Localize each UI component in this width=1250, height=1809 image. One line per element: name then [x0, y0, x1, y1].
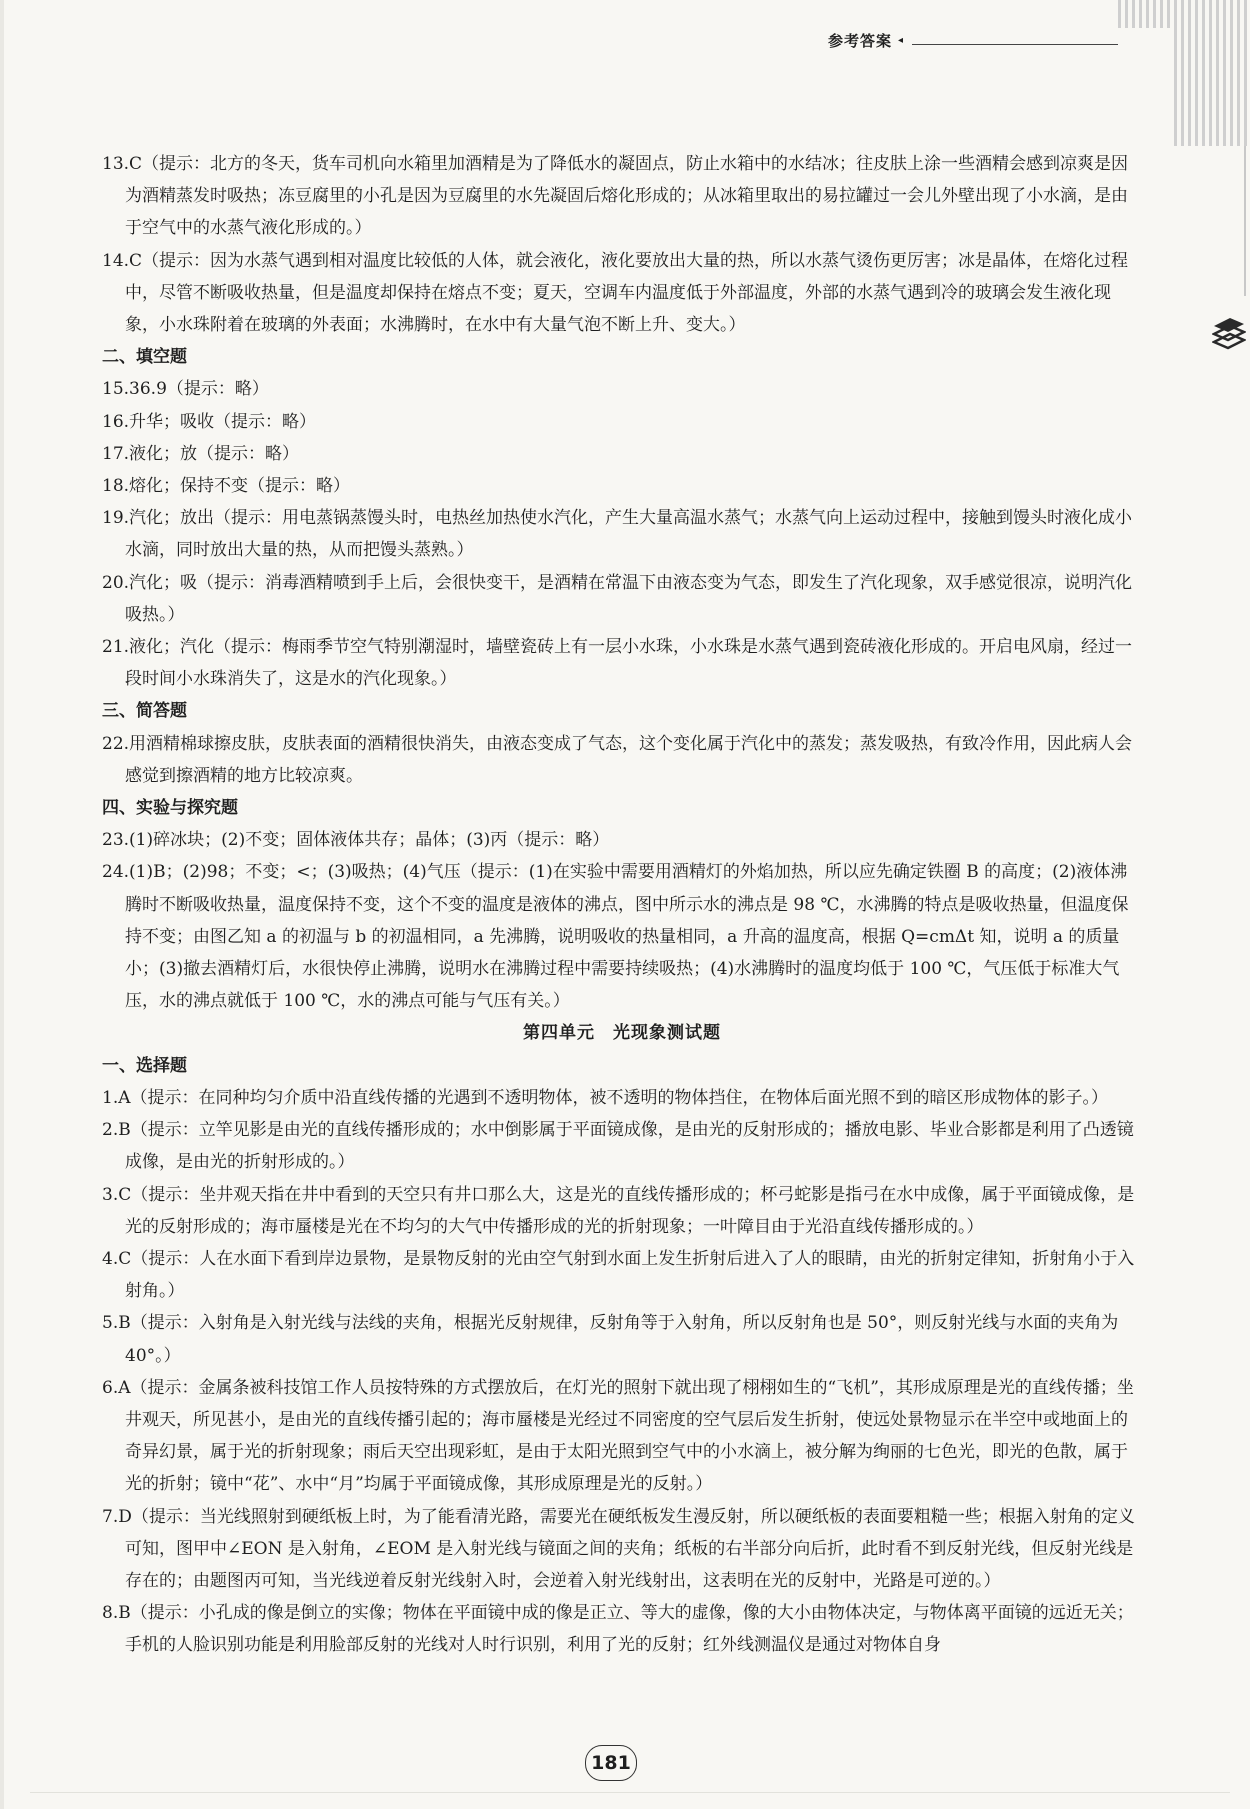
answer-item-u4-5 [102, 1307, 1142, 1371]
item-text: A（提示：金属条被科技馆工作人员按特殊的方式摆放后，在灯光的照射下就出现了栩栩如生的“飞机”，其形成原理是光的直线传播；坐井观天，所见甚小，是由光的直线传播引起的；海市蜃楼是光经过不同密度的空气层后发生折射，使远处景物显示在半空中或地面上的奇异幻景，属于光的折射现象；雨后天空出现彩虹，是由于太阳光照到空气中的小水滴上，被分解为绚丽的七色光，即光的色散，属于光的折射；镜中“花”、水中“月”均属于平面镜成像，其形成原理是光的反射。） [118, 1377, 1134, 1495]
item-text: B（提示：入射角是入射光线与法线的夹角，根据光反射规律，反射角等于入射角，所以反射角也是 50°，则反射光线与水面的夹角为 40°。） [118, 1313, 1119, 1366]
item-text: (1)碎冰块；(2)不变；固体液体共存；晶体；(3)丙（提示：略） [129, 830, 610, 851]
item-number: 13. [102, 154, 130, 174]
item-text: 汽化；放出（提示：用电蒸锅蒸馒头时，电热丝加热使水汽化，产生大量高温水蒸气；水蒸气向上运动过程中，接触到馒头时液化成小水滴，同时放出大量的热，从而把馒头蒸熟。） [125, 508, 1133, 561]
item-number: 1. [102, 1087, 119, 1108]
answer-item-u4-2 [102, 1114, 1142, 1178]
item-number: 6. [102, 1377, 119, 1398]
item-number: 20. [102, 572, 130, 593]
answer-item-23 [102, 824, 1142, 856]
running-header [828, 30, 903, 51]
answer-item-15 [102, 373, 1142, 405]
item-text: (1)B；(2)98；不变；<；(3)吸热；(4)气压（提示：(1)在实验中需要用酒精灯的外焰加热，所以应先确定铁圈 B 的高度；(2)液体沸腾时不断吸收热量，温度保持不变，这个不变的温度是液体的沸点，图中所示水的沸点是 98 ℃，水沸腾的特点是吸收热量，但温度保持不变；由图乙知 a 的初温与 b 的初温相同，a 先沸腾，说明吸收的热量相同，a 升高的温度高，根据 Q=cmΔt 知，说明 a 的质量小；(3)撤去酒精灯后，水很快停止沸腾，说明水在沸腾过程中需要持续吸热；(4)水沸腾时的温度均低于 100 ℃，气压低于标准大气压，水的沸点就低于 100 ℃，水的沸点可能与气压有关。） [125, 862, 1129, 1012]
answer-item-u4-7 [102, 1501, 1142, 1598]
section-fill-blank [102, 341, 1142, 695]
item-text: C（提示：坐井观天指在井中看到的天空只有井口那么大，这是光的直线传播形成的；杯弓蛇影是指弓在水中成像，属于平面镜成像，是光的反射形成的；海市蜃楼是光在不均匀的大气中传播形成的光的折射现象；一叶障目由于光沿直线传播形成的。） [118, 1184, 1135, 1237]
answer-item-16 [102, 406, 1142, 438]
item-number: 8. [102, 1603, 119, 1624]
section-choice-continued [102, 148, 1142, 341]
item-number: 23. [102, 830, 130, 851]
item-number: 18. [102, 476, 130, 497]
bottom-edge-line [30, 1792, 1230, 1793]
item-number: 7. [102, 1506, 119, 1527]
item-text: C（提示：人在水面下看到岸边景物，是景物反射的光由空气射到水面上发生折射后进入了人的眼睛，由光的折射定律知，折射角小于入射角。） [118, 1248, 1135, 1302]
answer-item-u4-4 [102, 1243, 1142, 1307]
answer-item-24 [102, 856, 1142, 1017]
item-text: D（提示：当光线照射到硬纸板上时，为了能看清光路，需要光在硬纸板发生漫反射，所以硬纸板的表面要粗糙一些；根据入射角的定义可知，图甲中∠EON 是入射角，∠EOM 是入射光线与镜面之间的夹角；纸板的右半部分向后折，此时看不到反射光线，但反射光线是存在的；由题图丙可知，当光线逆着反射光线射入时，会逆着入射光线射出，这表明在光的反射中，光路是可逆的。） [118, 1506, 1135, 1591]
item-number: 17. [102, 443, 130, 464]
item-text: C（提示：北方的冬天，货车司机向水箱里加酒精是为了降低水的凝固点，防止水箱中的水结冰；往皮肤上涂一些酒精会感到凉爽是因为酒精蒸发时吸热；冻豆腐里的小孔是因为豆腐里的水先凝固后熔化形成的；从冰箱里取出的易拉罐过一会儿外壁出现了小水滴，是由于空气中的水蒸气液化形成的。） [125, 154, 1129, 239]
item-number: 19. [102, 508, 130, 529]
item-text: 熔化；保持不变（提示：略） [129, 476, 351, 497]
item-number: 3. [102, 1184, 119, 1205]
item-text: B（提示：立竿见影是由光的直线传播形成的；水中倒影属于平面镜成像，是由光的反射形成的；播放电影、毕业合影都是利用了凸透镜成像，是由光的折射形成的。） [118, 1120, 1134, 1173]
section-heading: 四、实验与探究题 [102, 798, 238, 819]
answer-item-21 [102, 631, 1142, 695]
page-edge-shadow [0, 0, 4, 1809]
answer-item-20 [102, 567, 1142, 631]
answer-content [102, 148, 1142, 1662]
answer-item-22 [102, 728, 1142, 792]
header-rule [912, 44, 1118, 45]
header-arrow-icon: ◂ [898, 35, 904, 46]
item-number: 15. [102, 379, 130, 400]
item-number: 24. [102, 862, 130, 883]
answer-item-u4-1 [102, 1082, 1142, 1114]
item-text: 36.9（提示：略） [129, 379, 269, 400]
section-experiment [102, 792, 1142, 1017]
section-heading: 三、简答题 [102, 701, 187, 722]
answer-item-14 [102, 245, 1142, 342]
item-text: B（提示：小孔成的像是倒立的实像；物体在平面镜中成的像是正立、等大的虚像，像的大小由物体决定，与物体离平面镜的远近无关；手机的人脸识别功能是利用脸部反射的光线对人时行识别，利用了光的反射；红外线测温仪是通过对物体自身 [118, 1603, 1134, 1656]
item-text: 升华；吸收（提示：略） [129, 411, 317, 432]
section-heading: 一、选择题 [102, 1055, 187, 1076]
thumb-index-stripes [1118, 0, 1250, 146]
item-number: 14. [102, 250, 130, 271]
answer-item-19 [102, 502, 1142, 566]
answer-item-u4-8 [102, 1597, 1142, 1661]
item-number: 2. [102, 1120, 119, 1141]
book-stack-icon [1212, 312, 1246, 352]
item-text: C（提示：因为水蒸气遇到相对温度比较低的人体，就会液化，液化要放出大量的热，所以水蒸气烫伤更厉害；冰是晶体，在熔化过程中，尽管不断吸收热量，但是温度却保持在熔点不变；夏天，空调车内温度低于外部温度，外部的水蒸气遇到冷的玻璃会发生液化现象，小水珠附着在玻璃的外表面；水沸腾时，在水中有大量气泡不断上升、变大。） [125, 250, 1129, 336]
item-number: 5. [102, 1313, 119, 1334]
item-number: 22. [102, 733, 130, 754]
unit-title: 第四单元 光现象测试题 [523, 1023, 721, 1044]
page-number-badge: 181 [585, 1745, 637, 1781]
unit4-section-choice [102, 1050, 1142, 1662]
item-text: 用酒精棉球擦皮肤，皮肤表面的酒精很快消失，由液态变成了气态，这个变化属于汽化中的蒸发；蒸发吸热，有致冷作用，因此病人会感觉到擦酒精的地方比较凉爽。 [125, 733, 1133, 786]
header-title: 参考答案 [828, 32, 893, 50]
answer-item-u4-3 [102, 1179, 1142, 1243]
section-short-answer [102, 695, 1142, 792]
section-heading: 二、填空题 [102, 347, 187, 368]
edge-marker-line [1244, 146, 1246, 296]
item-text: 液化；汽化（提示：梅雨季节空气特别潮湿时，墙壁瓷砖上有一层小水珠，小水珠是水蒸气遇到瓷砖液化形成的。开启电风扇，经过一段时间小水珠消失了，这是水的汽化现象。） [125, 637, 1133, 690]
answer-item-13 [102, 148, 1142, 245]
answer-item-18 [102, 470, 1142, 502]
item-number: 21. [102, 637, 130, 658]
item-text: 液化；放（提示：略） [129, 443, 300, 464]
item-number: 4. [102, 1248, 119, 1269]
item-number: 16. [102, 411, 130, 432]
answer-item-17 [102, 438, 1142, 470]
item-text: A（提示：在同种均匀介质中沿直线传播的光遇到不透明物体，被不透明的物体挡住，在物体后面光照不到的暗区形成物体的影子。） [118, 1087, 1109, 1108]
item-text: 汽化；吸（提示：消毒酒精喷到手上后，会很快变干，是酒精在常温下由液态变为气态，即发生了汽化现象，双手感觉很凉，说明汽化吸热。） [125, 572, 1133, 625]
answer-item-u4-6 [102, 1372, 1142, 1501]
